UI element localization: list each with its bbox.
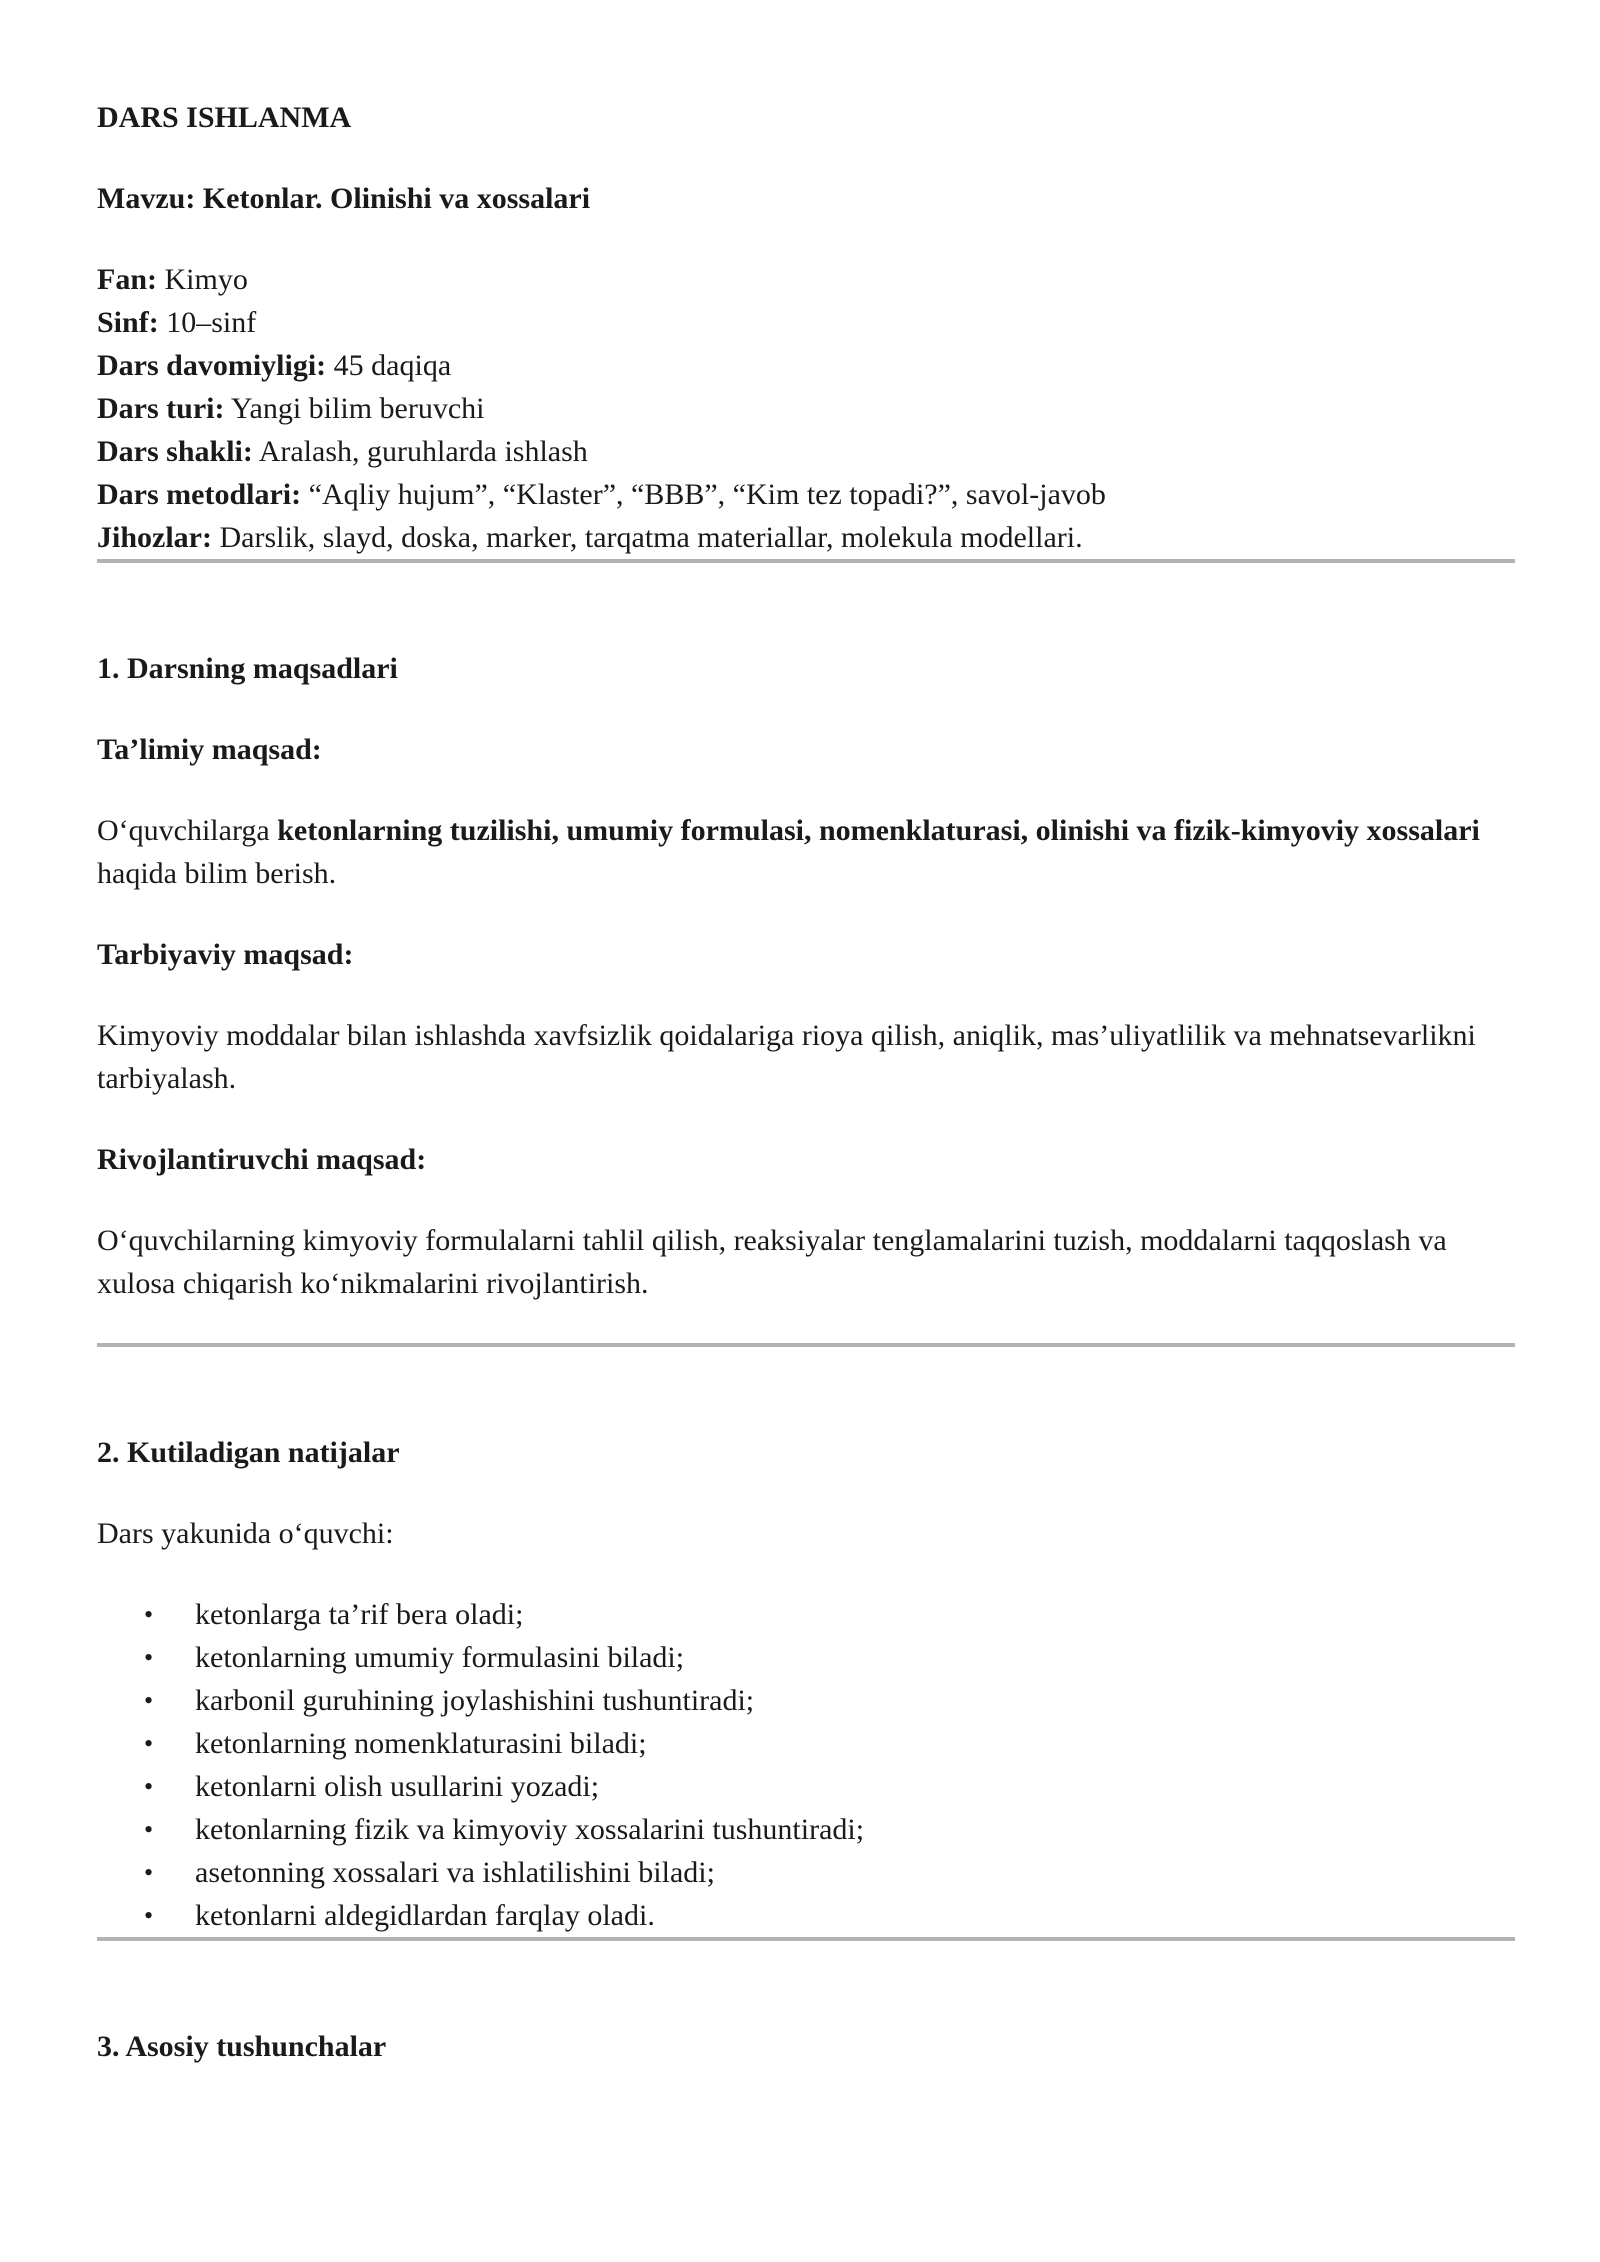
meta-value: Aralash, guruhlarda ishlash [252,435,588,468]
meta-duration [97,344,1517,387]
list-item [97,1765,1517,1808]
meta-equipment [97,516,1517,559]
meta-label: Jihozlar: [97,521,212,554]
goal-text-bold: ketonlarning tuzilishi, umumiy formulasi, nomenklaturasi, olinishi va fizik-kimyoviy xossalari [277,814,1480,847]
list-item-text: ketonlarni olish usullarini yozadi; [195,1770,600,1803]
list-item [97,1851,1517,1894]
lesson-topic: Mavzu: Ketonlar. Olinishi va xossalari [97,182,591,215]
meta-label: Dars shakli: [97,435,253,468]
list-item [97,1593,1517,1636]
list-item-text: ketonlarning fizik va kimyoviy xossalarini tushuntiradi; [195,1813,865,1846]
list-item [97,1722,1517,1765]
list-item-text: ketonlarning nomenklaturasini biladi; [195,1727,647,1760]
outcomes-intro: Dars yakunida o‘quvchi: [97,1517,394,1550]
meta-type [97,387,1517,430]
meta-value: 10–sinf [158,306,257,339]
meta-value: Yangi bilim beruvchi [224,392,485,425]
outcomes-list [97,1593,1517,1937]
document-page [97,96,1517,2106]
list-item [97,1808,1517,1851]
meta-label: Fan: [97,263,157,296]
upbringing-goal-text: Kimyoviy moddalar bilan ishlashda xavfsizlik qoidalariga rioya qilish, aniqlik, mas’uliyatlilik va mehnatsevarlikni tarbiyalash. [97,1019,1476,1095]
bullet-icon: • [144,1815,154,1844]
subheading-developmental-goal: Rivojlantiruvchi maqsad: [97,1143,427,1176]
meta-label: Dars davomiyligi: [97,349,327,382]
section-divider [97,559,1515,563]
meta-subject [97,258,1517,301]
section-heading-outcomes: 2. Kutiladigan natijalar [97,1436,400,1469]
list-item-text: karbonil guruhining joylashishini tushuntiradi; [195,1684,755,1717]
meta-methods [97,473,1517,516]
bullet-icon: • [144,1686,154,1715]
bullet-icon: • [144,1901,154,1930]
meta-grade [97,301,1517,344]
list-item-text: ketonlarga ta’rif bera oladi; [195,1598,524,1631]
meta-value: Kimyo [157,263,248,296]
section-heading-key-concepts: 3. Asosiy tushunchalar [97,2030,387,2063]
list-item [97,1894,1517,1937]
meta-value: “Aqliy hujum”, “Klaster”, “BBB”, “Kim tez topadi?”, savol-javob [301,478,1106,511]
lesson-meta [97,258,1517,559]
developmental-goal-text: O‘quvchilarning kimyoviy formulalarni tahlil qilish, reaksiyalar tenglamalarini tuzish, moddalarni taqqoslash va xulosa chiqarish ko‘nikmalarini rivojlantirish. [97,1224,1447,1300]
bullet-icon: • [144,1772,154,1801]
list-item-text: ketonlarning umumiy formulasini biladi; [195,1641,685,1674]
goal-text-part: haqida bilim berish. [97,857,337,890]
meta-value: Darslik, slayd, doska, marker, tarqatma materiallar, molekula modellari. [211,521,1083,554]
section-heading-goals: 1. Darsning maqsadlari [97,652,398,685]
bullet-icon: • [144,1729,154,1758]
section-divider [97,1937,1515,1941]
educational-goal-text [97,809,1517,895]
goal-text-part: O‘quvchilarga [97,814,278,847]
meta-label: Sinf: [97,306,159,339]
list-item [97,1679,1517,1722]
list-item-text: asetonning xossalari va ishlatilishini biladi; [195,1856,715,1889]
subheading-educational-goal: Ta’limiy maqsad: [97,733,322,766]
bullet-icon: • [144,1600,154,1629]
bullet-icon: • [144,1643,154,1672]
document-title: DARS ISHLANMA [97,101,352,134]
meta-label: Dars turi: [97,392,225,425]
list-item [97,1636,1517,1679]
bullet-icon: • [144,1858,154,1887]
meta-value: 45 daqiqa [326,349,452,382]
meta-form [97,430,1517,473]
subheading-upbringing-goal: Tarbiyaviy maqsad: [97,938,354,971]
meta-label: Dars metodlari: [97,478,302,511]
list-item-text: ketonlarni aldegidlardan farqlay oladi. [195,1899,655,1932]
section-divider [97,1343,1515,1347]
